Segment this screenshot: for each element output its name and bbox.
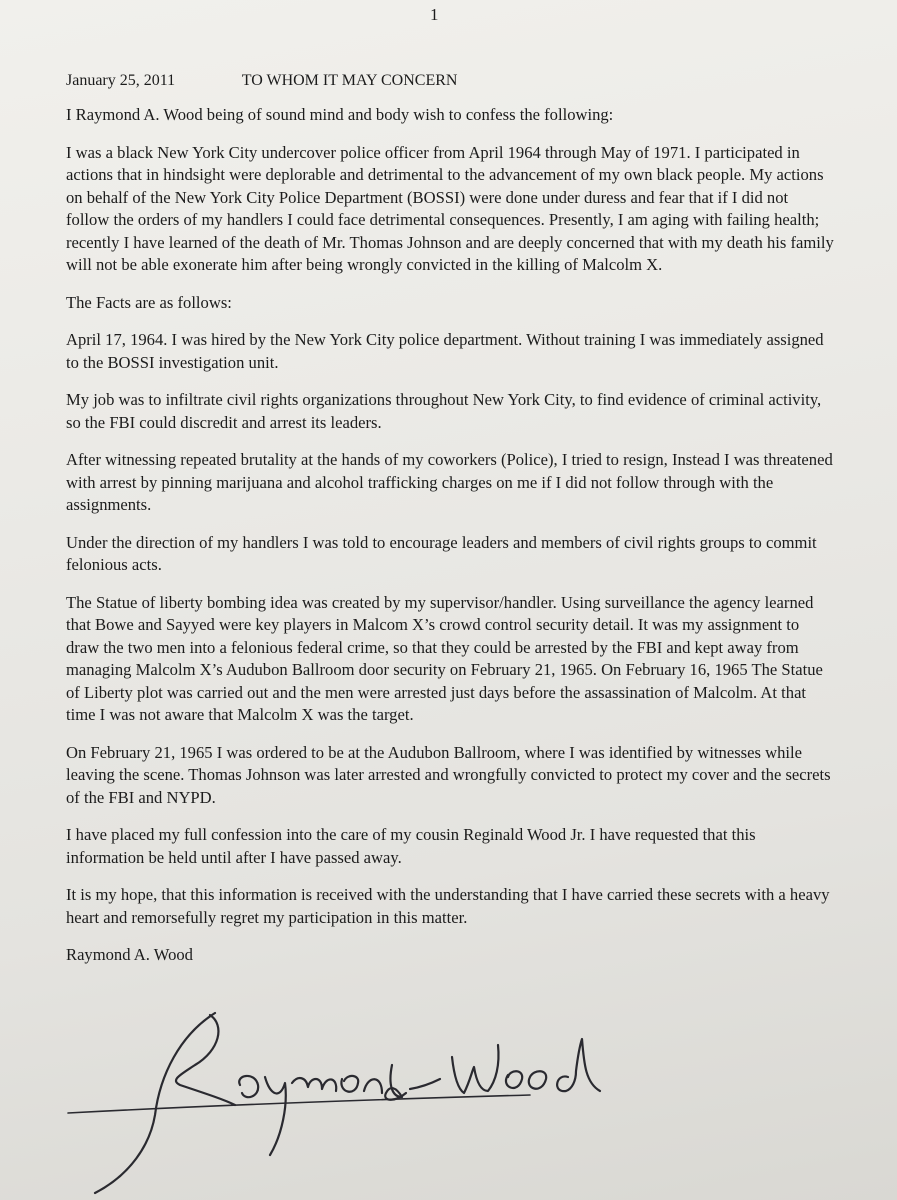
paragraph-background: I was a black New York City undercover police officer from April 1964 through May of 1971. I participated in actions that in hindsight were deplorable and detrimental to the advancement of my own black people. My actions on behalf of the New York City Police Department (BOSSI) were done under duress and fear that if I did not follow the orders of my handlers I could face detrimental consequences. Presently, I am aging with failing health; recently I have learned of the death of Mr. Thomas Johnson and are deeply concerned that with my death his family will not be able exonerate him after being wrongly convicted in the killing of Malcolm X.	[66, 142, 834, 274]
paragraph-statue-plot: The Statue of liberty bombing idea was created by my supervisor/handler. Using surveillance the agency learned that Bowe and Sayyed were key players in Malcom X’s crowd control security detail. It was my assignment to draw the two men into a felonious federal crime, so that they could be arrested by the FBI and kept away from managing Malcolm X’s Audubon Ballroom door security on February 21, 1965. On February 16, 1965 The Statue of Liberty plot was carried out and the men were arrested just days before the assassination of Malcolm. At that time I was not aware that Malcolm X was the target.	[66, 592, 823, 724]
paragraph-intro: I Raymond A. Wood being of sound mind and body wish to confess the following:	[66, 105, 614, 124]
paragraph-resign: After witnessing repeated brutality at the hands of my coworkers (Police), I tried to resign, Instead I was threatened with arrest by pinning marijuana and alcohol trafficking charges on me if I did not follow through with the assignments.	[66, 450, 833, 514]
paragraph-job: My job was to infiltrate civil rights organizations throughout New York City, to find evidence of criminal activity, so the FBI could discredit and arrest its leaders.	[66, 390, 822, 432]
paragraph-cousin: I have placed my full confession into the care of my cousin Reginald Wood Jr. I have requested that this information be held until after I have passed away.	[66, 825, 756, 867]
signer-name: Raymond A. Wood	[66, 945, 193, 964]
letter-date: January 25, 2011	[66, 72, 176, 89]
paragraph-audubon: On February 21, 1965 I was ordered to be at the Audubon Ballroom, where I was identified by witnesses while leaving the scene. Thomas Johnson was later arrested and wrongfully convicted to protect my cover and the secrets of the FBI and NYPD.	[66, 742, 831, 807]
paragraph-hired: April 17, 1964. I was hired by the New York City police department. Without training I was immediately assigned to the BOSSI investigation unit.	[66, 330, 824, 372]
letter-body	[66, 104, 834, 982]
letter-header	[66, 72, 457, 90]
page-number: 1	[430, 5, 439, 24]
handwritten-signature	[60, 1005, 620, 1195]
salutation: TO WHOM IT MAY CONCERN	[241, 72, 458, 89]
paragraph-closing: It is my hope, that this information is received with the understanding that I have carried these secrets with a heavy heart and remorsefully regret my participation in this matter.	[66, 885, 830, 927]
paragraph-facts-heading: The Facts are as follows:	[66, 292, 232, 312]
paragraph-handlers: Under the direction of my handlers I was told to encourage leaders and members of civil rights groups to commit felonious acts.	[66, 532, 817, 574]
